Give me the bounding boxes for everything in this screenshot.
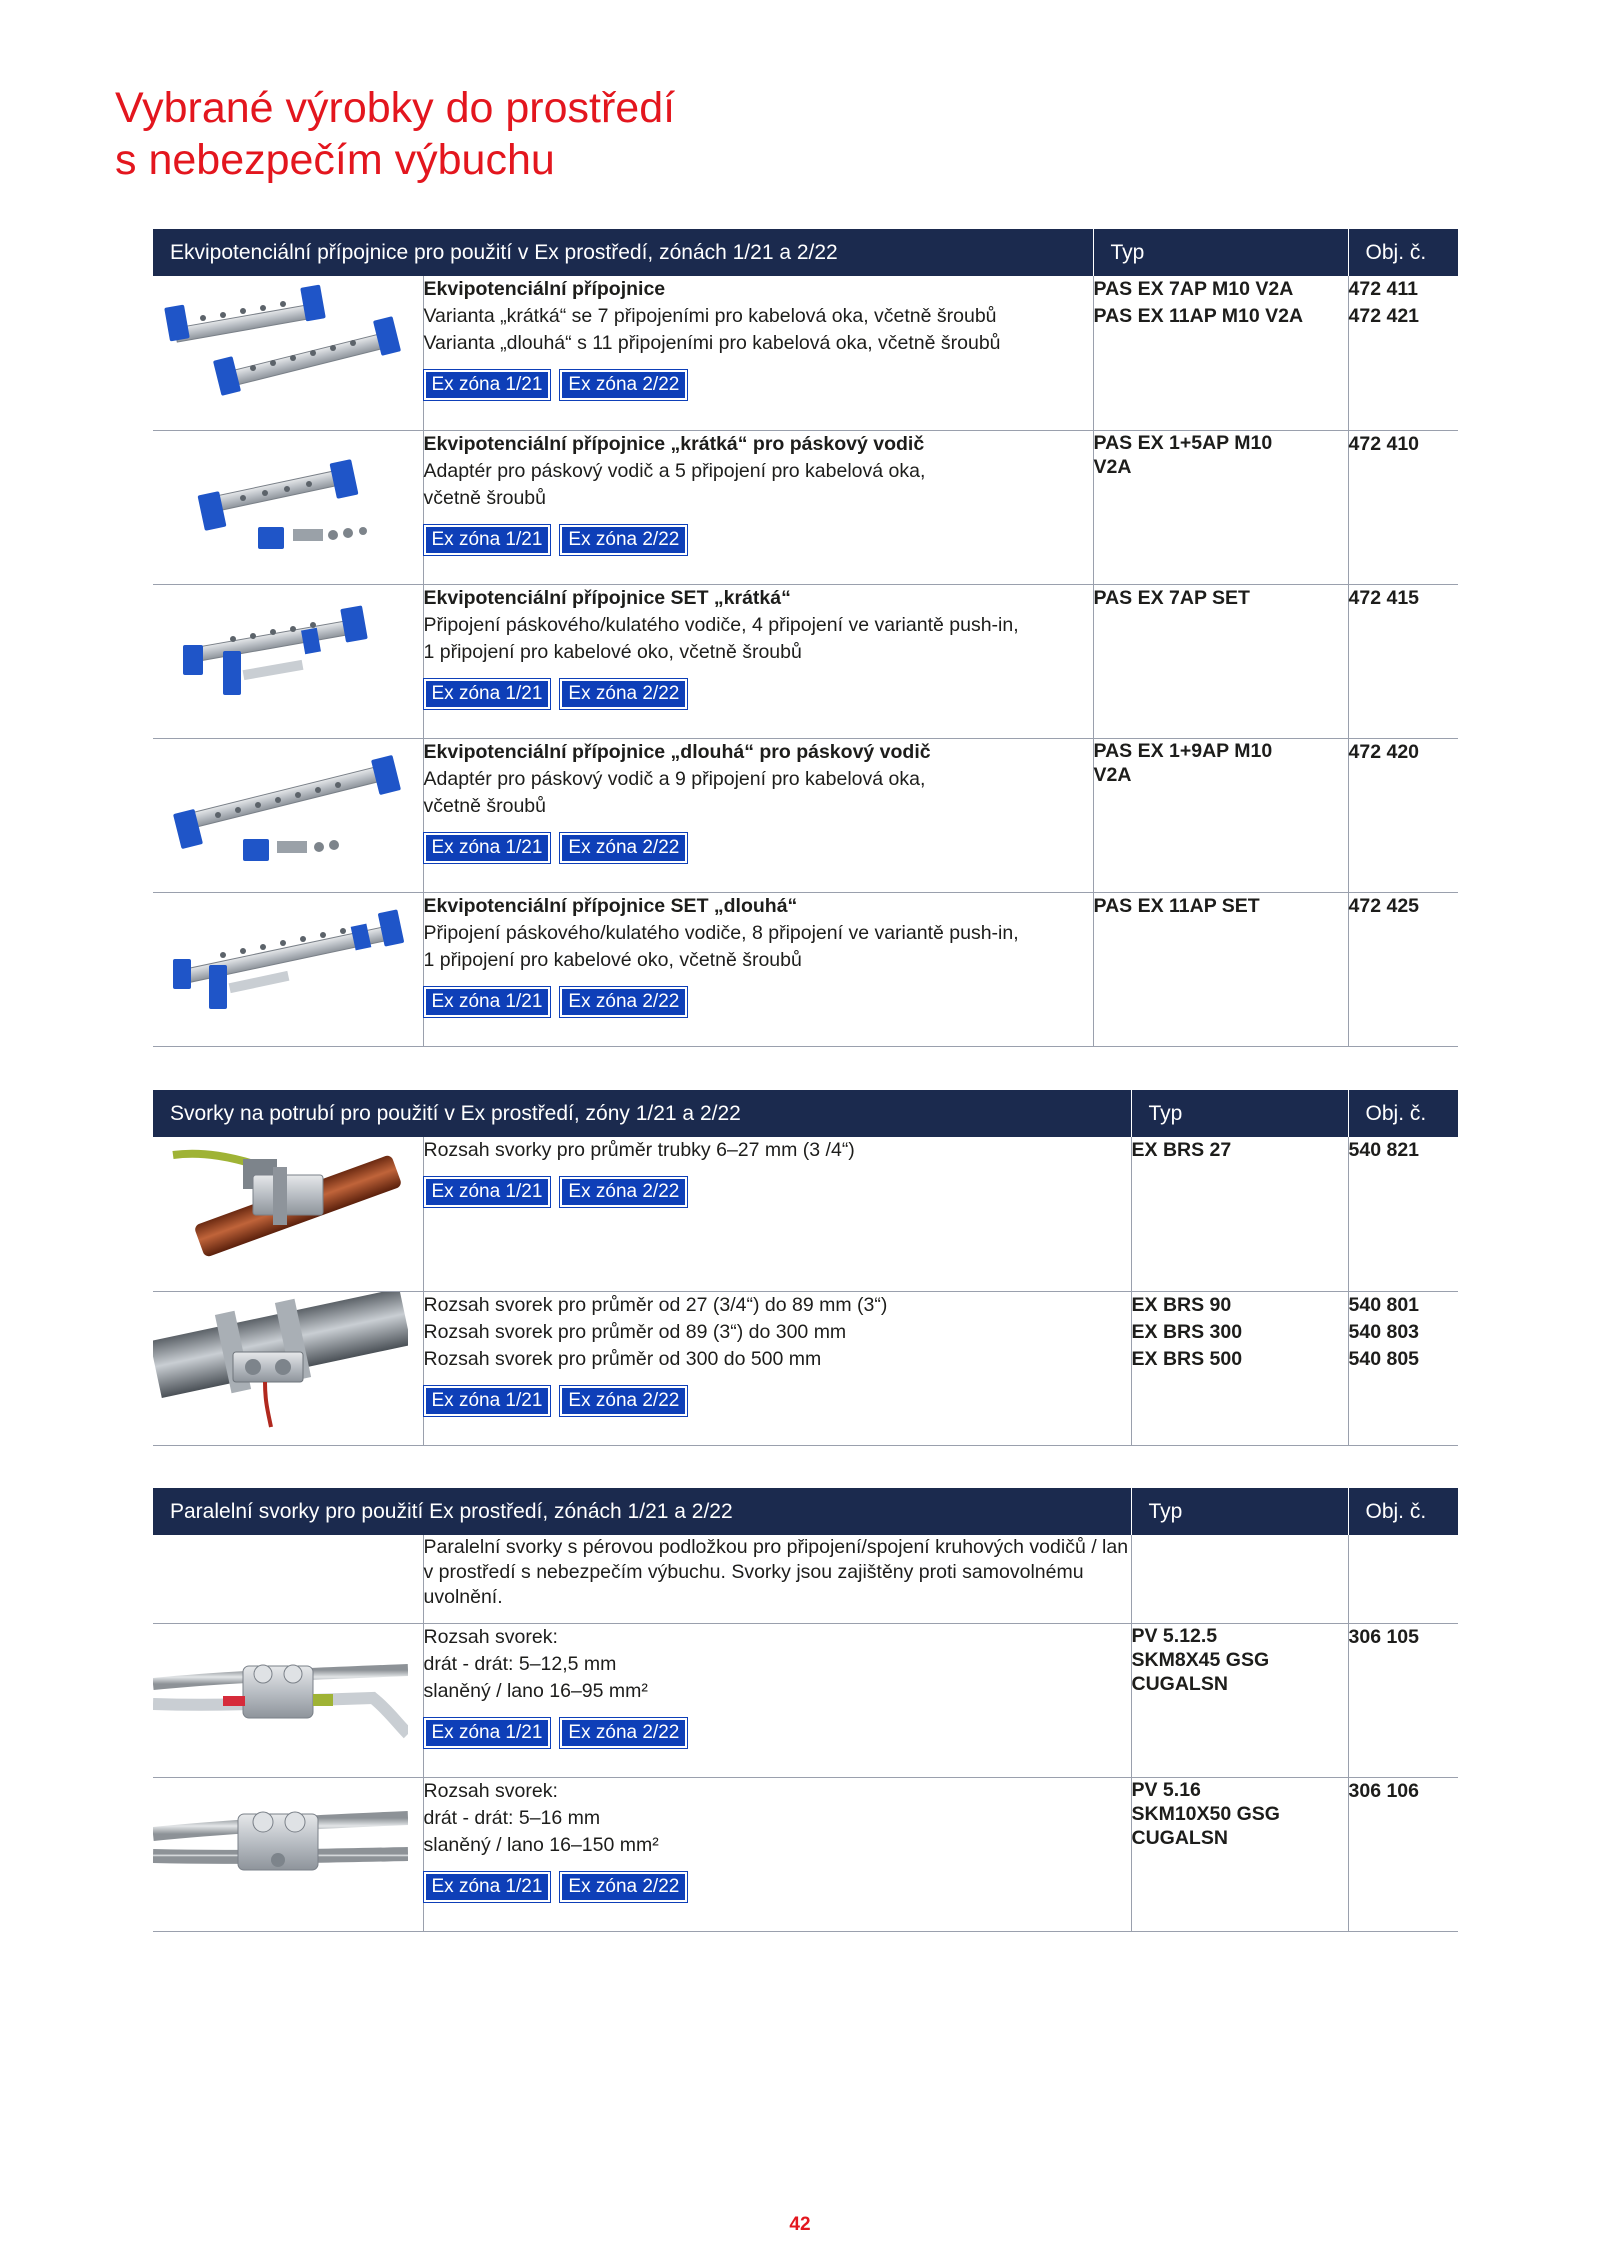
description-line: včetně šroubů: [423, 486, 546, 509]
description-line: Rozsah svorky pro průměr trubky 6–27 mm (3 /4“): [423, 1139, 855, 1161]
product-image: [153, 276, 423, 430]
zone-badges: [424, 1177, 1131, 1207]
order-number-value: 540 803: [1348, 1320, 1420, 1343]
description-line: včetně šroubů: [423, 794, 546, 817]
zone-badge-2-22: Ex zóna 2/22: [560, 679, 687, 709]
order-number-value: 540 805: [1348, 1347, 1420, 1370]
product-description: [423, 1291, 1131, 1445]
product-description: [423, 892, 1093, 1046]
type-value: EX BRS 90: [1131, 1293, 1232, 1316]
product-image: [153, 1291, 423, 1445]
type-value: PAS EX 7AP SET: [1093, 586, 1250, 609]
table-row: [153, 276, 1458, 430]
table-row: [153, 892, 1458, 1046]
description-line: Rozsah svorek pro průměr od 300 do 500 mm: [423, 1347, 822, 1370]
product-description: [423, 276, 1093, 430]
product-name: Ekvipotenciální přípojnice „krátká“ pro páskový vodič: [423, 432, 925, 455]
zone-badges: [424, 1718, 1131, 1748]
product-description: [423, 1623, 1131, 1777]
product-description: [423, 1777, 1131, 1931]
order-number: [1348, 892, 1458, 1046]
page-title: [115, 82, 675, 186]
type-value: SKM8X45 GSG: [1131, 1648, 1270, 1671]
product-description: [423, 1137, 1131, 1291]
zone-badges: [424, 833, 1093, 863]
type-value: V2A: [1093, 763, 1132, 786]
section-header: [153, 1488, 1458, 1535]
description-line: Rozsah svorek pro průměr od 89 (3“) do 300 mm: [423, 1320, 847, 1343]
product-type: [1131, 1291, 1348, 1445]
product-image: [153, 584, 423, 738]
product-image: [153, 1777, 423, 1931]
order-number-value: 540 801: [1348, 1293, 1420, 1316]
description-line: drát - drát: 5–12,5 mm: [423, 1652, 617, 1675]
section-equipotential-busbars: [153, 229, 1458, 1047]
order-number: [1348, 738, 1458, 892]
zone-badges: [424, 987, 1093, 1017]
type-value: EX BRS 500: [1131, 1347, 1243, 1370]
type-value: PV 5.12.5: [1131, 1624, 1218, 1647]
product-type: [1093, 276, 1348, 430]
zone-badge-2-22: Ex zóna 2/22: [560, 833, 687, 863]
product-type: [1131, 1777, 1348, 1931]
zone-badge-2-22: Ex zóna 2/22: [560, 1177, 687, 1207]
order-number: [1348, 430, 1458, 584]
description-line: Adaptér pro páskový vodič a 9 připojení pro kabelová oka,: [423, 767, 926, 790]
order-number-value: 472 410: [1348, 432, 1420, 455]
product-type: [1131, 1623, 1348, 1777]
type-value: EX BRS 300: [1131, 1320, 1243, 1343]
order-number-value: 472 421: [1348, 305, 1420, 327]
description-line: Rozsah svorek:: [423, 1625, 558, 1648]
product-type: [1093, 584, 1348, 738]
type-value: PAS EX 11AP M10 V2A: [1093, 305, 1304, 327]
order-number-value: 472 415: [1348, 586, 1420, 609]
column-header-type: Typ: [1131, 1090, 1348, 1137]
description-line: 1 připojení pro kabelové oko, včetně šroubů: [423, 948, 802, 971]
column-header-order-no: Obj. č.: [1348, 1090, 1458, 1137]
section-title: Svorky na potrubí pro použití v Ex prostředí, zóny 1/21 a 2/22: [153, 1090, 1131, 1137]
page-title-line-2: s nebezpečím výbuchu: [115, 136, 555, 184]
section-header: [153, 1090, 1458, 1137]
zone-badge-1-21: Ex zóna 1/21: [424, 1718, 551, 1748]
product-name: Ekvipotenciální přípojnice SET „dlouhá“: [423, 894, 798, 917]
order-number: [1348, 584, 1458, 738]
description-line: Připojení páskového/kulatého vodiče, 8 připojení ve variantě push-in,: [423, 921, 1019, 944]
product-type: [1131, 1137, 1348, 1291]
description-line: Rozsah svorek:: [423, 1779, 558, 1802]
column-header-order-no: Obj. č.: [1348, 1488, 1458, 1535]
product-name: Ekvipotenciální přípojnice: [423, 278, 666, 300]
product-image: [153, 738, 423, 892]
column-header-type: Typ: [1093, 229, 1348, 276]
type-value: CUGALSN: [1131, 1672, 1228, 1695]
type-value: PAS EX 11AP SET: [1093, 894, 1260, 917]
description-line: Varianta „krátká“ se 7 připojeními pro kabelová oka, včetně šroubů: [423, 305, 997, 327]
order-number-value: 540 821: [1348, 1139, 1420, 1161]
type-value: PAS EX 7AP M10 V2A: [1093, 278, 1294, 300]
type-value: PV 5.16: [1131, 1778, 1201, 1801]
type-value: PAS EX 1+5AP M10: [1093, 431, 1273, 454]
empty-cell: [1131, 1535, 1348, 1623]
zone-badges: [424, 679, 1093, 709]
zone-badges: [424, 370, 1093, 400]
type-value: V2A: [1093, 455, 1132, 478]
product-image: [153, 1137, 423, 1291]
product-description: [423, 430, 1093, 584]
zone-badge-2-22: Ex zóna 2/22: [560, 987, 687, 1017]
product-image: [153, 1623, 423, 1777]
zone-badge-1-21: Ex zóna 1/21: [424, 987, 551, 1017]
order-number-value: 472 425: [1348, 894, 1420, 917]
order-number: [1348, 1137, 1458, 1291]
table-row: [153, 1137, 1458, 1291]
order-number: [1348, 1291, 1458, 1445]
table-row: [153, 1623, 1458, 1777]
product-name: Ekvipotenciální přípojnice „dlouhá“ pro páskový vodič: [423, 740, 931, 763]
zone-badge-1-21: Ex zóna 1/21: [424, 1177, 551, 1207]
product-name: Ekvipotenciální přípojnice SET „krátká“: [423, 586, 791, 609]
zone-badge-2-22: Ex zóna 2/22: [560, 1872, 687, 1902]
order-number: [1348, 276, 1458, 430]
column-header-order-no: Obj. č.: [1348, 229, 1458, 276]
section-pipe-clamps: [153, 1090, 1458, 1446]
description-line: slaněný / lano 16–150 mm²: [423, 1833, 659, 1856]
product-description: [423, 584, 1093, 738]
description-line: 1 připojení pro kabelové oko, včetně šroubů: [423, 640, 802, 663]
order-number-value: 472 411: [1348, 278, 1418, 300]
section-header: [153, 229, 1458, 276]
zone-badge-2-22: Ex zóna 2/22: [560, 1386, 687, 1416]
product-type: [1093, 738, 1348, 892]
page-number: 42: [789, 2214, 811, 2235]
zone-badge-1-21: Ex zóna 1/21: [424, 833, 551, 863]
order-number-value: 472 420: [1348, 740, 1420, 763]
column-header-type: Typ: [1131, 1488, 1348, 1535]
type-value: PAS EX 1+9AP M10: [1093, 739, 1273, 762]
section-title: Paralelní svorky pro použití Ex prostředí, zónách 1/21 a 2/22: [153, 1488, 1131, 1535]
table-row: [153, 1777, 1458, 1931]
zone-badge-1-21: Ex zóna 1/21: [424, 1872, 551, 1902]
type-value: CUGALSN: [1131, 1826, 1228, 1849]
zone-badge-1-21: Ex zóna 1/21: [424, 370, 551, 400]
section-parallel-clamps: [153, 1488, 1458, 1932]
zone-badge-1-21: Ex zóna 1/21: [424, 525, 551, 555]
zone-badge-2-22: Ex zóna 2/22: [560, 370, 687, 400]
product-image: [153, 430, 423, 584]
order-number-value: 306 106: [1348, 1779, 1419, 1802]
description-line: Varianta „dlouhá“ s 11 připojeními pro kabelová oka, včetně šroubů: [423, 332, 1001, 354]
type-value: EX BRS 27: [1131, 1139, 1232, 1161]
page-title-line-1: Vybrané výrobky do prostředí: [115, 84, 676, 132]
zone-badge-1-21: Ex zóna 1/21: [424, 679, 551, 709]
product-description: [423, 738, 1093, 892]
empty-cell: [1348, 1535, 1458, 1623]
zone-badge-2-22: Ex zóna 2/22: [560, 525, 687, 555]
product-type: [1093, 430, 1348, 584]
zone-badge-1-21: Ex zóna 1/21: [424, 1386, 551, 1416]
zone-badges: [424, 1872, 1131, 1902]
type-value: SKM10X50 GSG: [1131, 1802, 1280, 1825]
description-line: Adaptér pro páskový vodič a 5 připojení pro kabelová oka,: [423, 459, 926, 482]
product-image: [153, 892, 423, 1046]
table-row: [153, 584, 1458, 738]
description-line: Rozsah svorek pro průměr od 27 (3/4“) do 89 mm (3“): [423, 1293, 888, 1316]
description-line: Připojení páskového/kulatého vodiče, 4 připojení ve variantě push-in,: [423, 613, 1019, 636]
product-type: [1093, 892, 1348, 1046]
zone-badges: [424, 1386, 1131, 1416]
order-number: [1348, 1777, 1458, 1931]
description-line: slaněný / lano 16–95 mm²: [423, 1679, 648, 1702]
table-row: [153, 738, 1458, 892]
empty-cell: [153, 1535, 423, 1623]
zone-badges: [424, 525, 1093, 555]
order-number: [1348, 1623, 1458, 1777]
table-row-intro: [153, 1535, 1458, 1623]
description-line: drát - drát: 5–16 mm: [423, 1806, 601, 1829]
table-row: [153, 1291, 1458, 1445]
intro-text: Paralelní svorky s pérovou podložkou pro připojení/spojení kruhových vodičů / lan v prostředí s nebezpečím výbuchu. Svorky jsou zajištěny proti samovolnému uvolnění.: [423, 1535, 1131, 1623]
table-row: [153, 430, 1458, 584]
order-number-value: 306 105: [1348, 1625, 1419, 1648]
section-title: Ekvipotenciální přípojnice pro použití v Ex prostředí, zónách 1/21 a 2/22: [153, 229, 1093, 276]
zone-badge-2-22: Ex zóna 2/22: [560, 1718, 687, 1748]
